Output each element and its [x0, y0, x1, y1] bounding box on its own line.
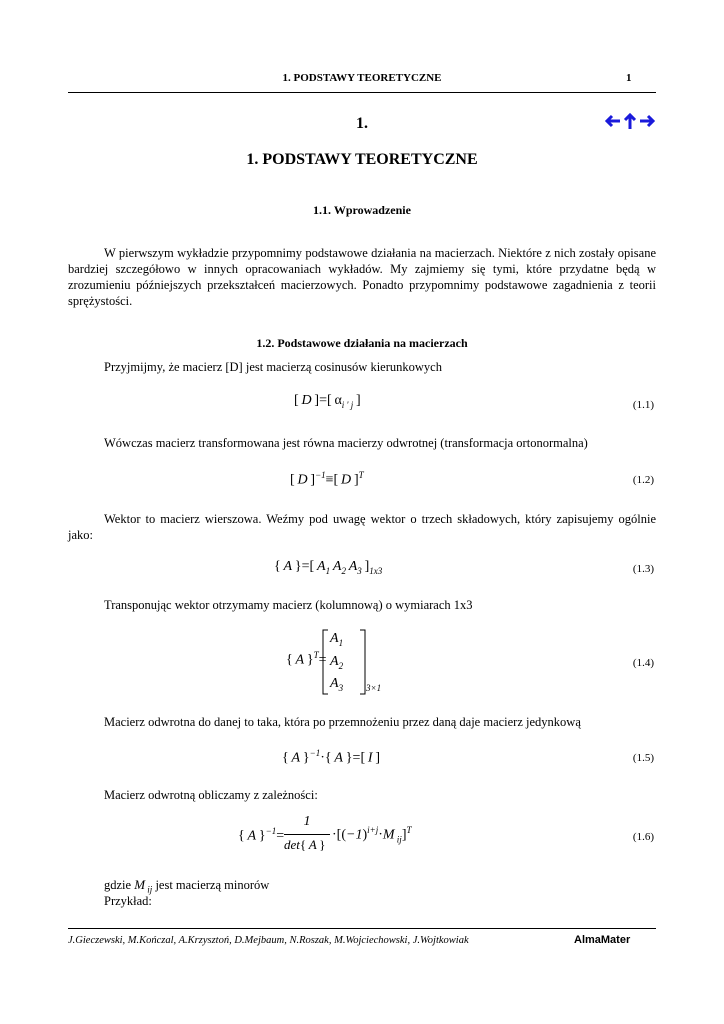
equation-number-1-2: (1.2): [632, 474, 654, 486]
equation-1-2: [ D ]$^{-1}$≡[ D ]$^T$: [290, 470, 364, 488]
fraction-bar: [284, 834, 330, 835]
paragraph-3: [68, 511, 656, 543]
equation-number-1-4: (1.4): [632, 657, 654, 669]
intro-text: W pierwszym wykładzie przypomnimy podstawowe działania na macierzach. Niektóre z nich zostały opisane bardziej szczegółowo w innych opracowaniach wykładów. My zajmiemy się tymi, które przydatne będą w zrozumieniu późniejszych przekształceń macierzowych. Ponadto przypomnimy podstawowe zagadnienia z teorii sprężystości.: [68, 246, 656, 308]
vector-dimension: 3×1: [366, 683, 382, 693]
section-heading-1-2: 1.2. Podstawowe działania na macierzach: [256, 336, 468, 350]
chapter-navigation: [604, 112, 656, 130]
equation-1-4-lhs: { A }$^T$=: [286, 650, 327, 668]
page-number: 1: [626, 72, 632, 84]
vector-entry-a3: $A_3$: [330, 676, 344, 693]
footer-rule: [68, 928, 656, 929]
where-word: gdzie: [104, 878, 132, 892]
header-rule: [68, 92, 656, 93]
vector-entry-a2: $A_2$: [330, 654, 344, 671]
equation-1-6-rhs: $\cdot[(-1)^{i+j}\cdot M$ $_{ij}$]$^T$: [332, 825, 412, 845]
equation-number-1-5: (1.5): [632, 752, 654, 764]
equation-1-6-lhs: { A }$^{-1}$=: [238, 826, 285, 844]
paragraph-3-text: Wektor to macierz wierszowa. Weźmy pod uwagę wektor o trzech składowych, który zapisujemy ogólnie jako:: [68, 512, 656, 542]
paragraph-5: Macierz odwrotna do danej to taka, która po przemnożeniu przez daną daje macierz jedynkową: [104, 715, 581, 729]
vector-entry-a1: $A_1$: [330, 631, 344, 648]
paragraph-4: Transponując wektor otrzymamy macierz (kolumnową) o wymiarach 1x3: [104, 598, 473, 612]
where-description: jest macierzą minorów: [155, 878, 270, 892]
equation-number-1-6: (1.6): [632, 831, 654, 843]
minor-symbol: M $_{ij}$: [134, 877, 153, 895]
equation-1-3: { A }=[ $A_1$ $A_2$ $A_3$ ]$_{1x3}$: [274, 559, 383, 576]
arrow-left-icon[interactable]: [604, 112, 622, 130]
paragraph-6: Macierz odwrotną obliczamy z zależności:: [104, 788, 318, 802]
intro-paragraph: [68, 245, 656, 309]
paragraph-1: Przyjmijmy, że macierz [D] jest macierzą cosinusów kierunkowych: [104, 360, 442, 374]
fraction-numerator: 1: [303, 814, 311, 829]
running-header-title: 1. PODSTAWY TEORETYCZNE: [282, 72, 442, 84]
section-heading-1-1: 1.1. Wprowadzenie: [313, 203, 411, 217]
equation-1-1: [ D ]=[ $\alpha_{i ' j}$ ]: [294, 393, 361, 410]
chapter-title: 1. PODSTAWY TEORETYCZNE: [246, 151, 478, 168]
paragraph-2: Wówczas macierz transformowana jest równa macierzy odwrotnej (transformacja ortonormalna): [104, 436, 588, 450]
equation-1-5: { A }$^{-1}$·{ A }=[ I ]: [282, 748, 381, 766]
equation-number-1-3: (1.3): [632, 563, 654, 575]
footer-authors: J.Gieczewski, M.Kończal, A.Krzysztoń, D.Mejbaum, N.Roszak, M.Wojciechowski, J.Wojtkowiak: [68, 935, 469, 946]
arrow-up-icon[interactable]: [622, 112, 638, 130]
equation-number-1-1: (1.1): [632, 399, 654, 411]
paragraph-8: Przykład:: [104, 894, 152, 908]
footer-brand: AlmaMater: [574, 934, 631, 946]
chapter-number: 1.: [356, 115, 368, 132]
arrow-right-icon[interactable]: [638, 112, 656, 130]
fraction-denominator: det{ A }: [284, 837, 326, 852]
